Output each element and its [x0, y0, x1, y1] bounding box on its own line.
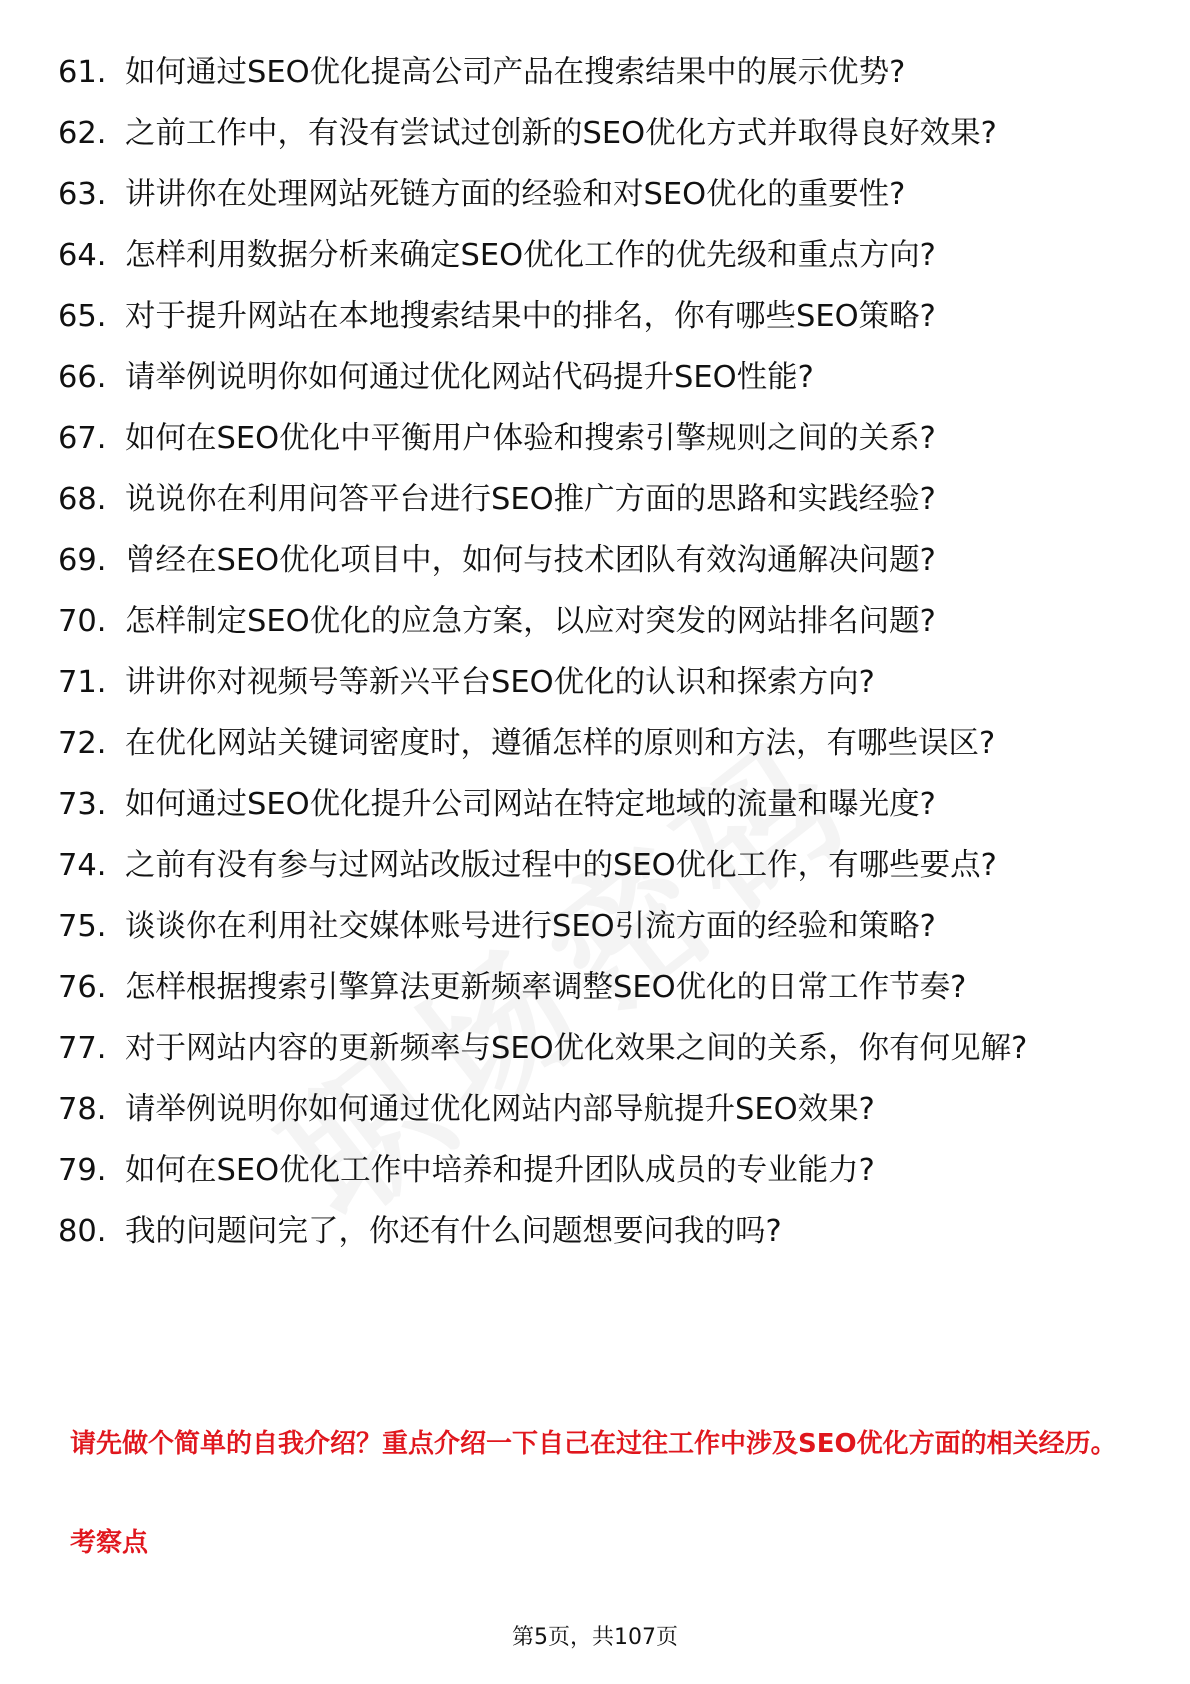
question-number: 77. — [58, 1031, 107, 1066]
question-number: 61. — [58, 55, 107, 90]
question-number: 79. — [58, 1153, 107, 1188]
question-text: 我的问题问完了，你还有什么问题想要问我的吗? — [125, 1214, 782, 1249]
question-number: 71. — [58, 665, 107, 700]
question-number: 66. — [58, 360, 107, 395]
question-number: 75. — [58, 909, 107, 944]
question-number: 65. — [58, 299, 107, 334]
intro-question: 请先做个简单的自我介绍？重点介绍一下自己在过往工作中涉及SEO优化方面的相关经历。 — [70, 1429, 1117, 1459]
list-item — [58, 845, 1118, 886]
question-text: 如何在SEO优化工作中培养和提升团队成员的专业能力? — [125, 1153, 875, 1188]
question-number: 70. — [58, 604, 107, 639]
question-number: 76. — [58, 970, 107, 1005]
list-item — [58, 1150, 1118, 1191]
list-item — [58, 418, 1118, 459]
question-number: 62. — [58, 116, 107, 151]
list-item — [58, 1089, 1118, 1130]
section-title: 考察点 — [70, 1528, 149, 1558]
list-item — [58, 662, 1118, 703]
question-number: 72. — [58, 726, 107, 761]
question-list — [58, 52, 1118, 1272]
question-text: 如何在SEO优化中平衡用户体验和搜索引擎规则之间的关系? — [125, 421, 936, 456]
list-item — [58, 967, 1118, 1008]
question-number: 67. — [58, 421, 107, 456]
list-item — [58, 1028, 1118, 1069]
list-item — [58, 784, 1118, 825]
question-text: 如何通过SEO优化提升公司网站在特定地域的流量和曝光度? — [125, 787, 936, 822]
question-number: 68. — [58, 482, 107, 517]
list-item — [58, 906, 1118, 947]
question-number: 78. — [58, 1092, 107, 1127]
question-text: 讲讲你在处理网站死链方面的经验和对SEO优化的重要性? — [125, 177, 906, 212]
question-text: 之前有没有参与过网站改版过程中的SEO优化工作，有哪些要点? — [125, 848, 997, 883]
question-text: 谈谈你在利用社交媒体账号进行SEO引流方面的经验和策略? — [125, 909, 936, 944]
question-text: 说说你在利用问答平台进行SEO推广方面的思路和实践经验? — [125, 482, 936, 517]
question-number: 73. — [58, 787, 107, 822]
question-number: 80. — [58, 1214, 107, 1249]
list-item — [58, 540, 1118, 581]
question-text: 如何通过SEO优化提高公司产品在搜索结果中的展示优势? — [125, 55, 906, 90]
page-footer: 第5页，共107页 — [512, 1625, 678, 1650]
question-text: 怎样根据搜索引擎算法更新频率调整SEO优化的日常工作节奏? — [125, 970, 967, 1005]
question-number: 74. — [58, 848, 107, 883]
question-text: 请举例说明你如何通过优化网站内部导航提升SEO效果? — [125, 1092, 875, 1127]
question-number: 64. — [58, 238, 107, 273]
question-text: 怎样制定SEO优化的应急方案，以应对突发的网站排名问题? — [125, 604, 936, 639]
question-text: 请举例说明你如何通过优化网站代码提升SEO性能? — [125, 360, 814, 395]
list-item — [58, 296, 1118, 337]
question-text: 曾经在SEO优化项目中，如何与技术团队有效沟通解决问题? — [125, 543, 936, 578]
list-item — [58, 52, 1118, 93]
question-text: 讲讲你对视频号等新兴平台SEO优化的认识和探索方向? — [125, 665, 875, 700]
question-number: 69. — [58, 543, 107, 578]
list-item — [58, 235, 1118, 276]
question-text: 对于网站内容的更新频率与SEO优化效果之间的关系，你有何见解? — [125, 1031, 1028, 1066]
question-text: 在优化网站关键词密度时，遵循怎样的原则和方法，有哪些误区? — [125, 726, 996, 761]
list-item — [58, 723, 1118, 764]
list-item — [58, 601, 1118, 642]
list-item — [58, 479, 1118, 520]
list-item — [58, 113, 1118, 154]
question-text: 之前工作中，有没有尝试过创新的SEO优化方式并取得良好效果? — [125, 116, 997, 151]
question-text: 对于提升网站在本地搜索结果中的排名，你有哪些SEO策略? — [125, 299, 936, 334]
question-text: 怎样利用数据分析来确定SEO优化工作的优先级和重点方向? — [125, 238, 936, 273]
list-item — [58, 357, 1118, 398]
list-item — [58, 1211, 1118, 1252]
list-item — [58, 174, 1118, 215]
question-number: 63. — [58, 177, 107, 212]
